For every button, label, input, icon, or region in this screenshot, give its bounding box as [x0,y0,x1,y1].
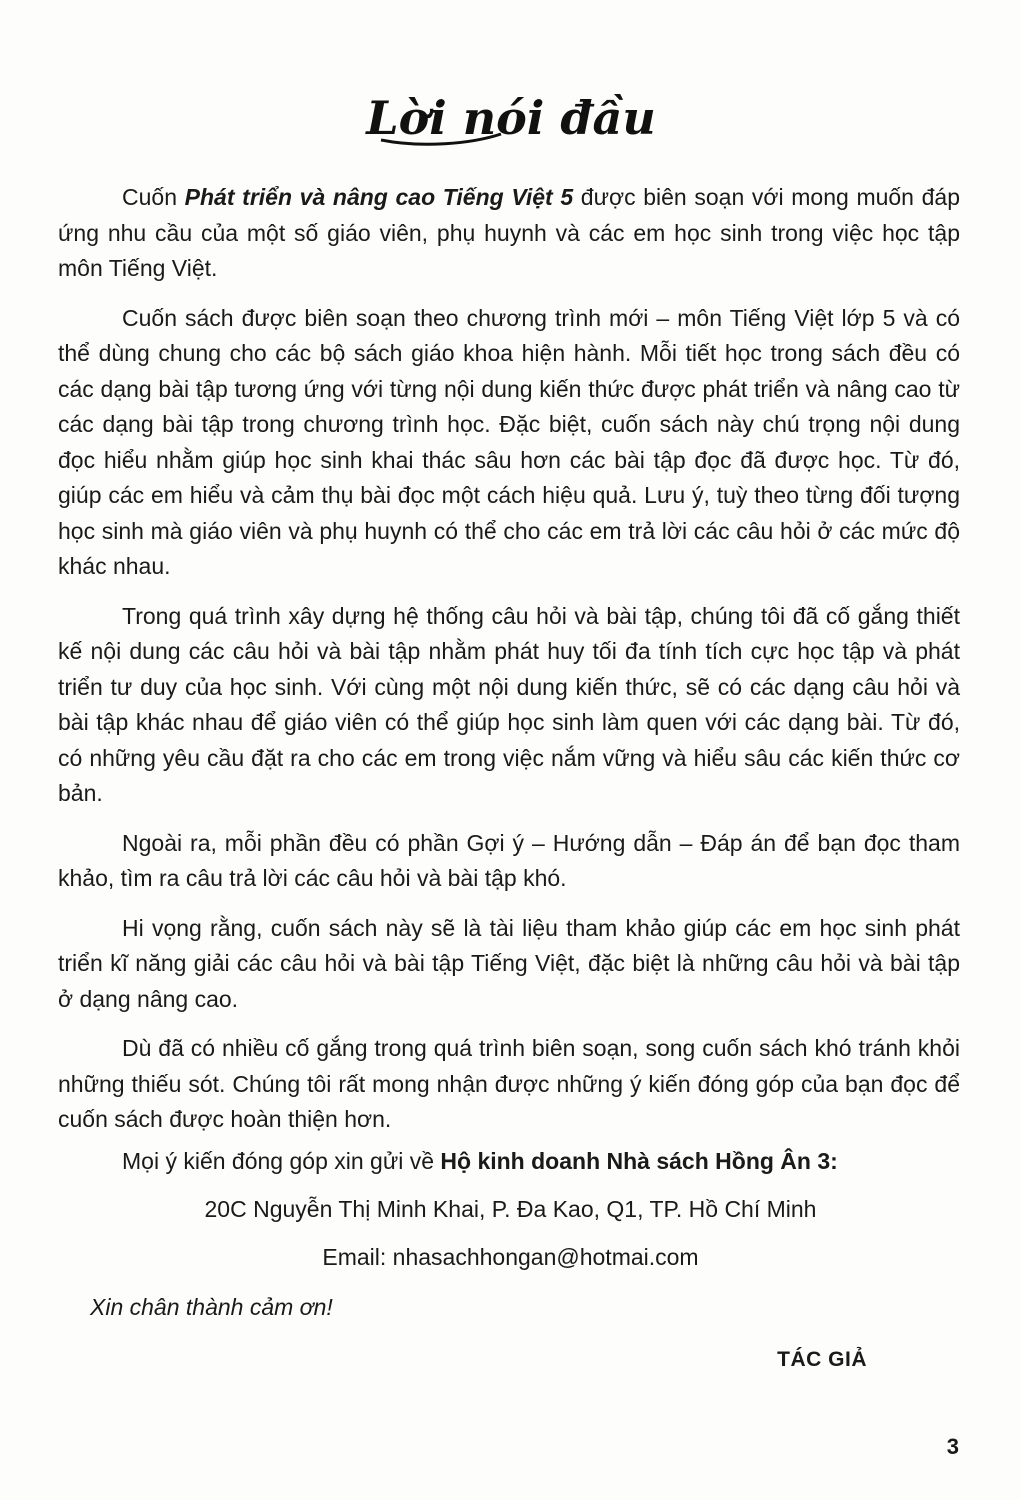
publisher-address: 20C Nguyễn Thị Minh Khai, P. Đa Kao, Q1, TP. Hồ Chí Minh [204,1196,817,1222]
contact-intro [122,1148,838,1175]
page-number: 3 [946,1434,959,1459]
paragraph-intro [58,180,960,287]
preface-body [58,180,960,1152]
contact-intro-text: Mọi ý kiến đóng góp xin gửi về [122,1148,441,1174]
paragraph-intro-before: Cuốn [122,184,185,210]
author-signature: TÁC GIẢ [777,1348,867,1371]
paragraph-guidance: Ngoài ra, mỗi phần đều có phần Gợi ý – Hướng dẫn – Đáp án để bạn đọc tham khảo, tìm ra câu trả lời các câu hỏi và bài tập khó. [58,829,960,891]
preface-heading-calligraphy [361,78,661,158]
closing-thanks: Xin chân thành cảm ơn! [90,1294,333,1320]
paragraph-intro-after: được biên soạn với mong muốn đáp ứng nhu cầu của một số giáo viên, phụ huynh và các em học sinh trong việc học tập môn Tiếng Việt. [58,184,961,281]
publisher-name: Hộ kinh doanh Nhà sách Hồng Ân 3: [440,1148,838,1174]
paragraph-curriculum: Cuốn sách được biên soạn theo chương trình mới – môn Tiếng Việt lớp 5 và có thể dùng chung cho các bộ sách giáo khoa hiện hành. Mỗi tiết học trong sách đều có các dạng bài tập tương ứng với từng nội dung kiến thức được phát triển và nâng cao từ các dạng bài tập trong chương trình học. Đặc biệt, cuốn sách này chú trọng nội dung đọc hiểu nhằm giúp học sinh khai thác sâu hơn các bài tập đọc đã được học. Từ đó, giúp các em hiểu và cảm thụ bài đọc một cách hiệu quả. Lưu ý, tuỳ theo từng đối tượng học sinh mà giáo viên và phụ huynh có thể cho các em trả lời các câu hỏi ở các mức độ khác nhau. [58,304,960,579]
paragraph-hope: Hi vọng rằng, cuốn sách này sẽ là tài liệu tham khảo giúp các em học sinh phát triển kĩ năng giải các câu hỏi và bài tập Tiếng Việt, đặc biệt là những câu hỏi và bài tập ở dạng nâng cao. [58,914,960,1012]
preface-title: Lời nói đầu [365,91,656,145]
preface-heading [0,78,1021,163]
paragraph-exercises: Trong quá trình xây dựng hệ thống câu hỏi và bài tập, chúng tôi đã cố gắng thiết kế nội dung các câu hỏi và bài tập nhằm phát huy tối đa tính tích cực học tập và phát triển tư duy của học sinh. Với cùng một nội dung kiến thức, sẽ có các dạng câu hỏi và bài tập khác nhau để giáo viên có thể giúp học sinh làm quen với các dạng bài. Từ đó, có những yêu cầu đặt ra cho các em trong việc nắm vững và hiểu sâu các kiến thức cơ bản. [58,602,960,806]
publisher-email: Email: nhasachhongan@hotmai.com [322,1244,699,1270]
paragraph-feedback: Dù đã có nhiều cố gắng trong quá trình biên soạn, song cuốn sách khó tránh khỏi những thiếu sót. Chúng tôi rất mong nhận được những ý kiến đóng góp của bạn đọc để cuốn sách được hoàn thiện hơn. [58,1035,960,1132]
book-title: Phát triển và nâng cao Tiếng Việt 5 [184,184,574,210]
